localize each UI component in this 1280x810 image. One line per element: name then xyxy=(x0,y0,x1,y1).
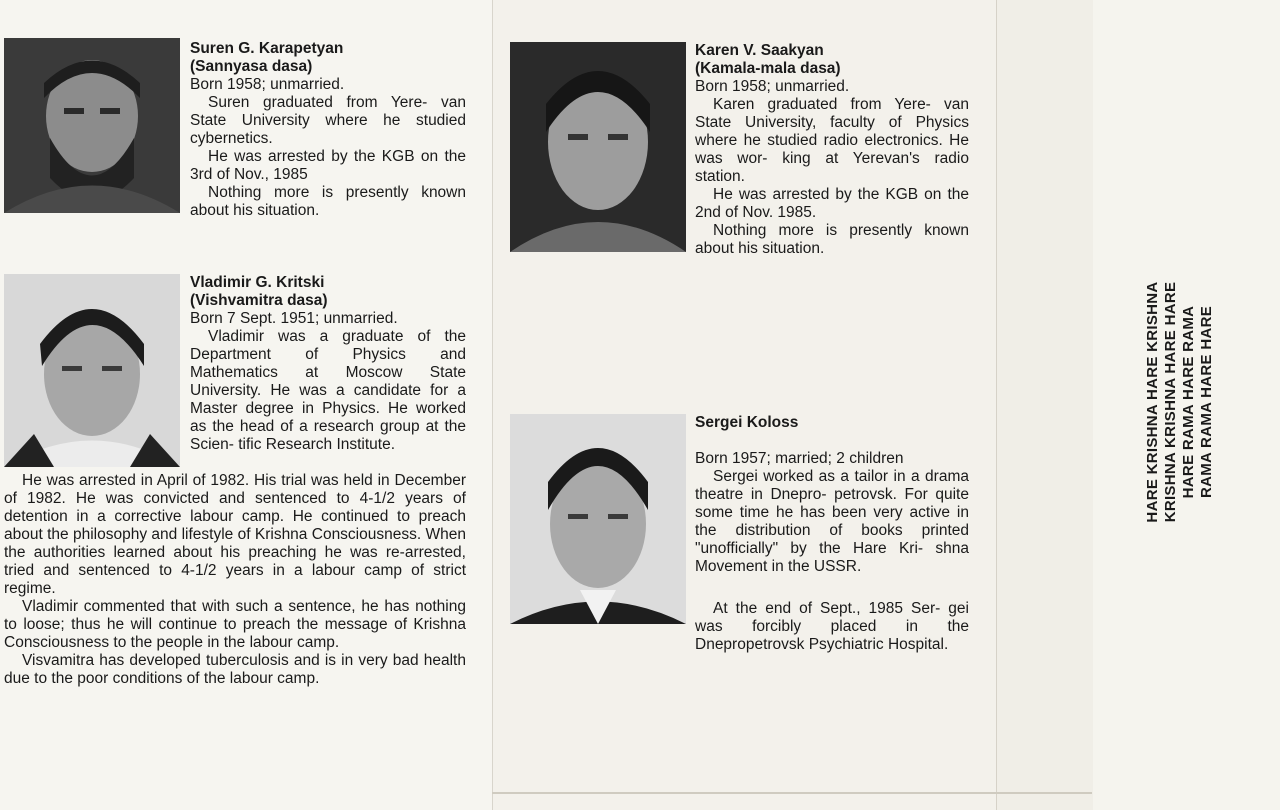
bio-paragraph: Suren graduated from Yere- van State University where he studied cybernetics. xyxy=(190,94,466,147)
bio-paragraph: At the end of Sept., 1985 Ser- gei was forcibly placed in the Dnepropetrovsk Psychiatric Hospital. xyxy=(695,600,969,653)
fold-flap xyxy=(996,0,1094,810)
bio-paragraph: Nothing more is presently known about his situation. xyxy=(190,184,466,219)
bio-vladimir-body xyxy=(4,472,466,688)
mantra-line: KRISHNA KRISHNA HARE HARE xyxy=(1162,281,1179,523)
person-name: Suren G. Karapetyan xyxy=(190,40,344,57)
mantra-line: HARE RAMA HARE RAMA xyxy=(1180,305,1197,499)
person-born: Born 7 Sept. 1951; unmarried. xyxy=(190,310,398,327)
bio-paragraph: He was arrested in April of 1982. His trial was held in December of 1982. He was convicted and sentenced to 4-1/2 years of detention in a corrective labour camp. He continued to preach about the philosophy and lifestyle of Krishna Consciousness. When the authorities learned about his preaching he was re-arrested, tried and sentenced to 4-1/2 years in a labour camp of strict regime. xyxy=(4,472,466,597)
portrait-vladimir xyxy=(4,274,180,467)
bio-paragraph: Vladimir was a graduate of the Department of Physics and Mathematics at Moscow State University. He was a candidate for a Master degree in Physics. He worked as the head of a research group at the Scien- tific Research Institute. xyxy=(190,328,466,453)
person-name: Karen V. Saakyan xyxy=(695,42,824,59)
person-alias: (Sannyasa dasa) xyxy=(190,58,313,75)
bio-vladimir-head xyxy=(190,274,466,454)
bio-sergei-tail xyxy=(510,600,969,654)
person-born: Born 1958; unmarried. xyxy=(695,78,850,95)
mantra-vertical xyxy=(1144,281,1216,522)
bio-paragraph: Karen graduated from Yere- van State University, faculty of Physics where he studied radio electronics. He was wor- king at Yerevan's radio station. xyxy=(695,96,969,185)
person-alias: (Vishvamitra dasa) xyxy=(190,292,328,309)
person-name: Sergei Koloss xyxy=(695,414,799,431)
spacer xyxy=(695,432,969,450)
fold-edge xyxy=(492,792,1092,794)
bio-paragraph: He was arrested by the KGB on the 2nd of Nov. 1985. xyxy=(695,186,969,221)
person-name: Vladimir G. Kritski xyxy=(190,274,325,291)
person-born: Born 1958; unmarried. xyxy=(190,76,345,93)
bio-suren xyxy=(190,40,466,220)
bio-karen xyxy=(695,42,969,258)
portrait-sergei xyxy=(510,414,686,624)
bio-paragraph: Visvamitra has developed tuberculosis and is in very bad health due to the poor conditions of the labour camp. xyxy=(4,652,466,687)
person-alias: (Kamala-mala dasa) xyxy=(695,60,841,77)
bio-paragraph: Sergei worked as a tailor in a drama theatre in Dnepro- petrovsk. For quite some time he has been very active in the distribution of books printed "unofficially" by the Hare Kri- shna Movement in the USSR. xyxy=(695,468,969,575)
bio-paragraph: He was arrested by the KGB on the 3rd of Nov., 1985 xyxy=(190,148,466,183)
mantra-line: HARE KRISHNA HARE KRISHNA xyxy=(1144,281,1161,523)
bio-paragraph: Vladimir commented that with such a sentence, he has nothing to loose; thus he will continue to preach the message of Krishna Consciousness to the people in the labour camp. xyxy=(4,598,466,651)
portrait-karen xyxy=(510,42,686,252)
person-born: Born 1957; married; 2 children xyxy=(695,450,904,467)
bio-sergei xyxy=(695,414,969,576)
portrait-suren xyxy=(4,38,180,213)
mantra-line: RAMA RAMA HARE HARE xyxy=(1198,305,1215,499)
bio-paragraph: Nothing more is presently known about his situation. xyxy=(695,222,969,257)
